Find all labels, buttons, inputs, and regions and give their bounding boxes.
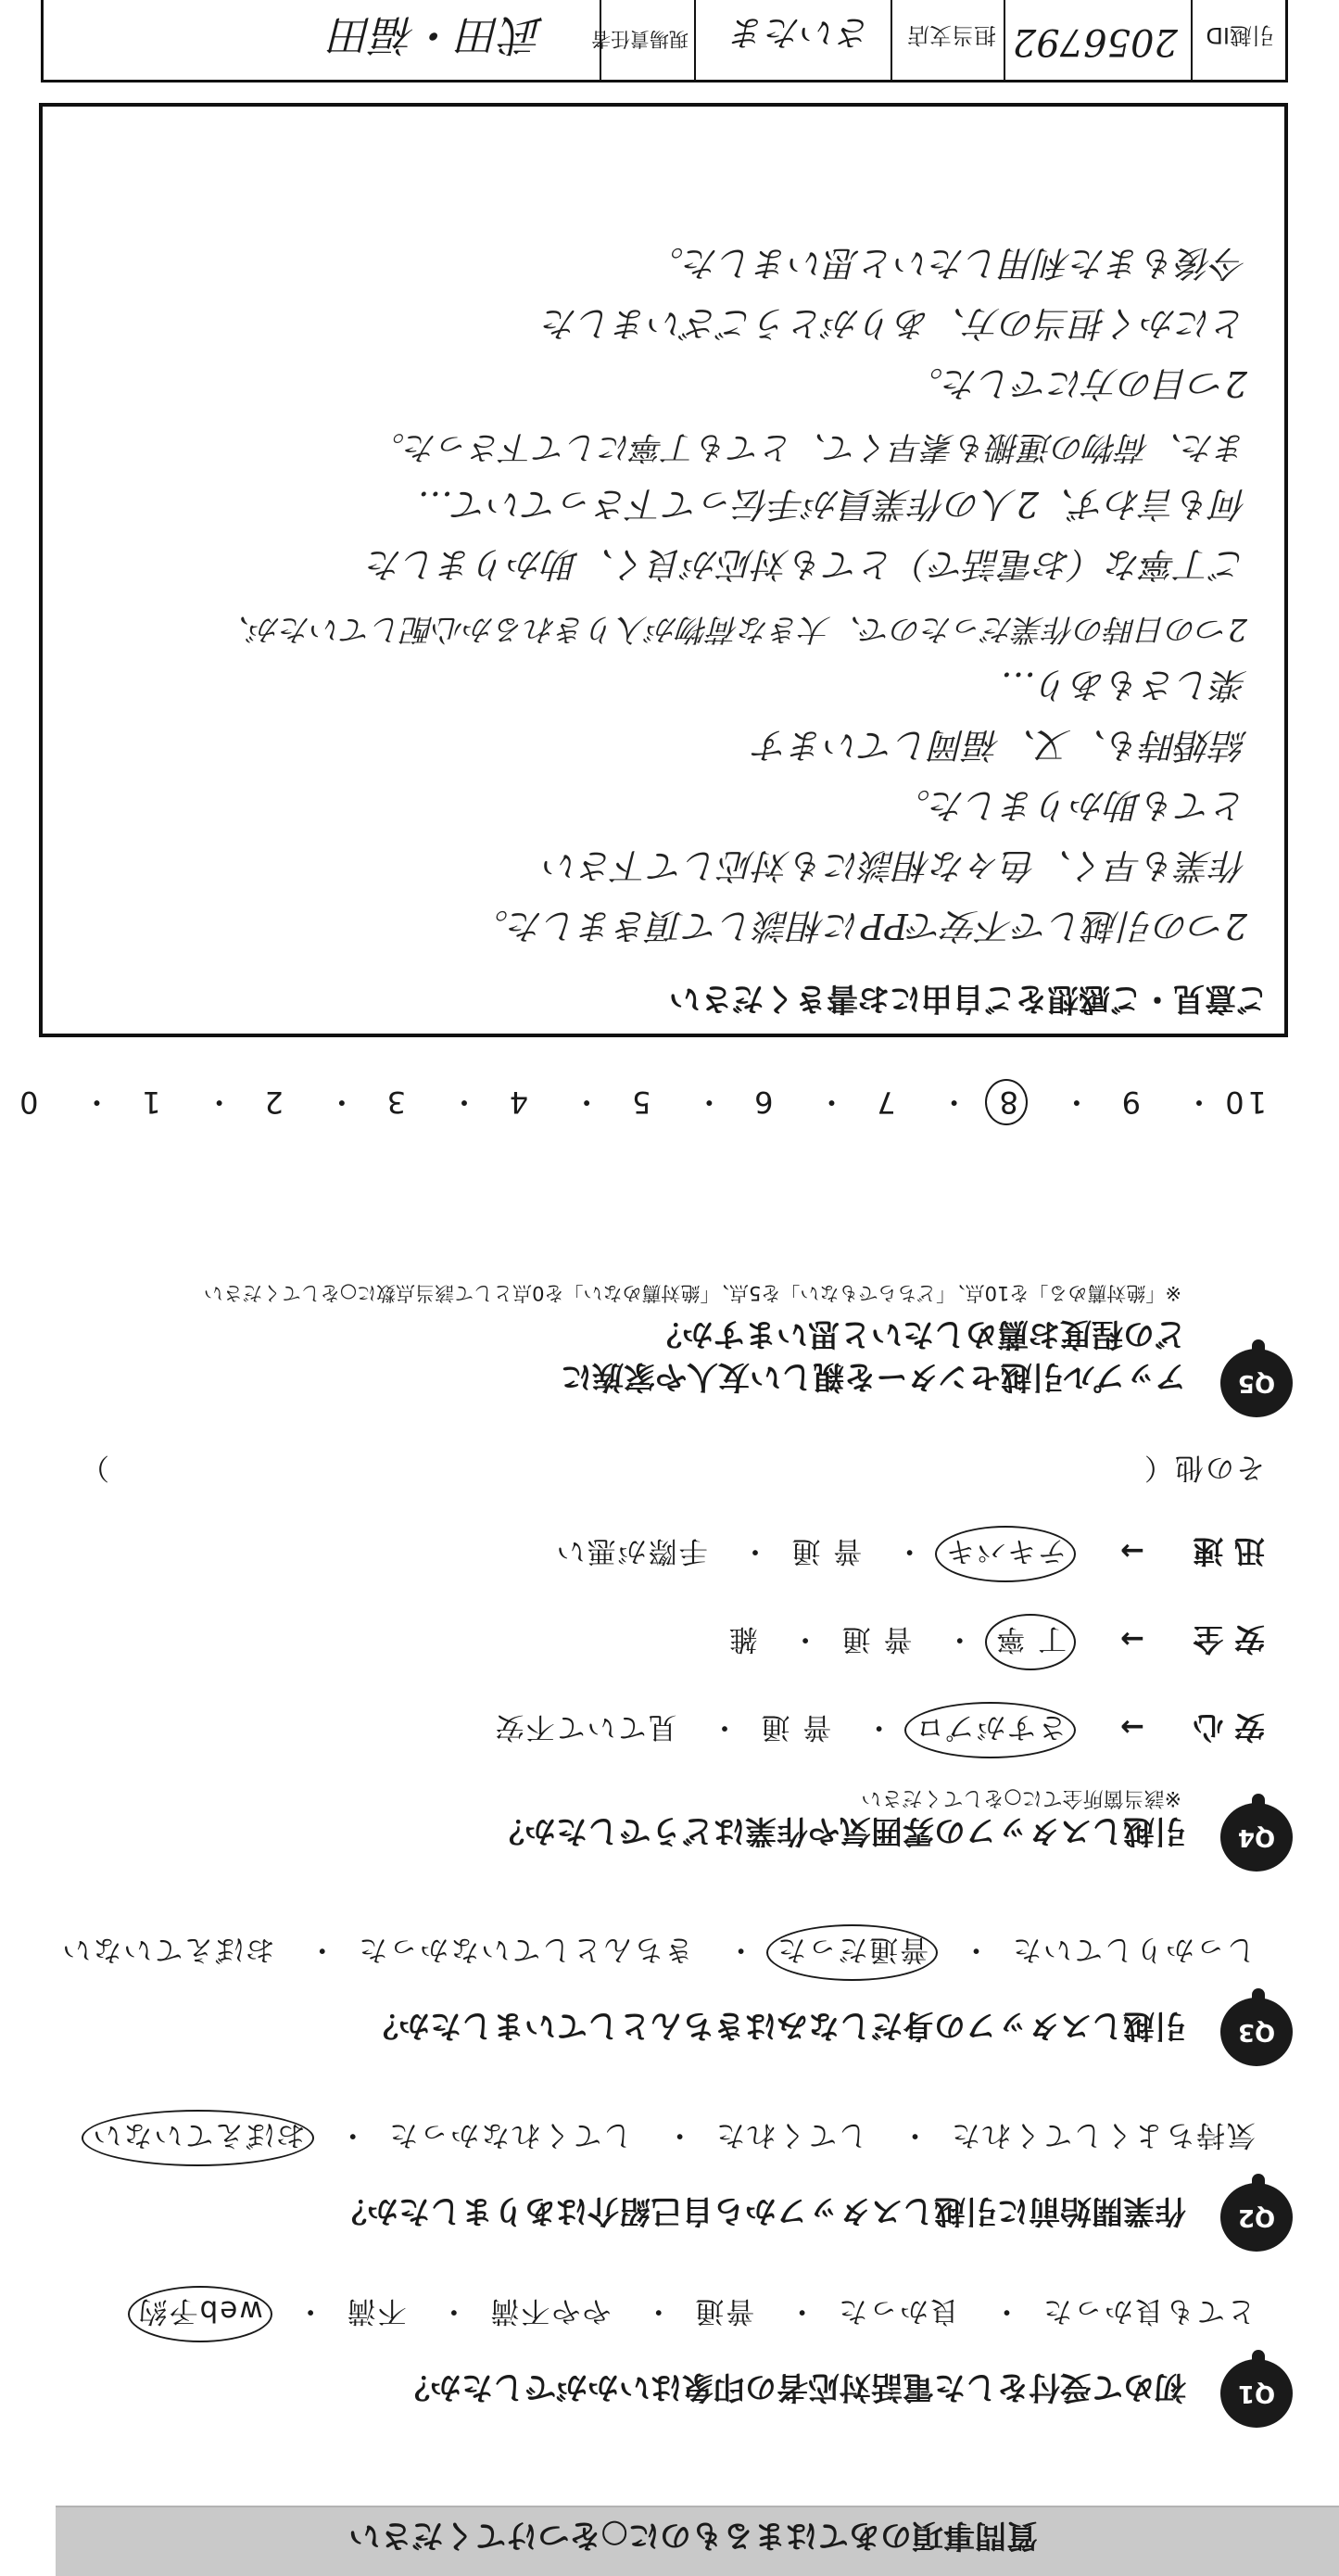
question-2 — [51, 2113, 1293, 2252]
comments-box — [39, 103, 1288, 1037]
q3-option-4[interactable]: おぼえていない — [60, 1933, 275, 1966]
q2-option-1[interactable]: 気持ちよくしてくれた — [950, 2118, 1256, 2151]
score-7[interactable]: 7 — [873, 1085, 896, 1120]
q4-row2-option-2[interactable]: 普 通 — [840, 1622, 913, 1656]
leader-label: 現場責任者 — [591, 28, 688, 50]
comment-line-10: 2つ目の方にでした。 — [907, 363, 1247, 404]
question-4 — [51, 1451, 1293, 1872]
q4-row1-label: 安 心 — [1193, 1709, 1265, 1745]
leader-value-cell — [44, 0, 600, 80]
q1-option-6[interactable]: web予約 — [137, 2293, 263, 2335]
instruction-band — [56, 2506, 1339, 2576]
q1-option-3[interactable]: 普通 — [693, 2294, 755, 2328]
score-4[interactable]: 4 — [505, 1085, 529, 1120]
instruction-text: 質問事項のあてはまるものに○をつけてください — [348, 2517, 1038, 2554]
q3-option-2[interactable]: 普通だった — [776, 1932, 928, 1973]
branch-label-cell — [891, 0, 1004, 80]
comment-line-11: とにかく担当の方、ありがとうございました — [542, 303, 1247, 344]
comment-line-7: ご丁寧な（お電話で）とても対応が良く、助かりました — [367, 544, 1247, 585]
q5-note: ※「絶対薦める」を10点、「どちらでもない」を5点、「絶対薦めない」を0点として該当点数に○をしてください — [203, 1282, 1181, 1304]
q1-option-1[interactable]: とても良かった — [1042, 2294, 1256, 2328]
q1-question: 初めて受付をした電話対応者の印象はいかがでしたか？ — [398, 2368, 1186, 2405]
q4-note: ※該当箇所全てに○をしてください — [861, 1786, 1181, 1809]
q4-row3-option-1[interactable]: テキパキ — [944, 1533, 1067, 1575]
move-id-label-cell — [1191, 0, 1285, 80]
comment-line-8: 何も言わず、2人の作業員が手伝って下さっていて… — [417, 484, 1247, 525]
comment-line-4: 結婚時も、又、福岡しています — [753, 725, 1247, 766]
score-5[interactable]: 5 — [627, 1085, 651, 1120]
score-0[interactable]: 0 — [16, 1085, 39, 1120]
q2-badge: Q2 — [1220, 2183, 1293, 2252]
q1-badge: Q1 — [1220, 2359, 1293, 2428]
comment-line-2: 作業も早く、色々な相談にも対応して下さい — [543, 845, 1247, 886]
q4-row3-options: → テキパキ・ 普 通・ 手際が悪い — [555, 1533, 1144, 1575]
q4-question: 引越しスタッフの雰囲気や作業はどうでしたか？ — [493, 1812, 1186, 1849]
comment-line-5: 楽しさもあり… — [1000, 665, 1247, 705]
score-3[interactable]: 3 — [383, 1085, 406, 1120]
branch-label: 担当支店 — [907, 22, 996, 48]
q4-row2-label: 安 全 — [1193, 1621, 1265, 1657]
score-1[interactable]: 1 — [138, 1085, 161, 1120]
q4-row1-option-3[interactable]: 見ていて不安 — [493, 1710, 677, 1744]
q1-option-4[interactable]: やや不満 — [488, 2294, 612, 2328]
q2-option-3[interactable]: してくれなかった — [387, 2118, 633, 2151]
score-6[interactable]: 6 — [751, 1085, 774, 1120]
q5-scale: 10・ 9・ 8・ 7・ 6・ 5・ 4・ 3・ 2・ 1・ 0 — [12, 1083, 1267, 1125]
q5-question-line1: アップル引越センターを親しい友人や家族に — [561, 1358, 1186, 1395]
leader-value: 武田・福田 — [331, 10, 544, 60]
q2-option-4[interactable]: おぼえていない — [91, 2117, 305, 2159]
branch-value: さいたま — [730, 12, 872, 53]
q4-row1-option-1[interactable]: さすがプロ — [914, 1709, 1067, 1751]
q5-question-line2: どの程度お薦めしたいと思いますか？ — [651, 1315, 1186, 1352]
q2-question: 作業開始前に引越しスタッフから自己紹介はありましたか？ — [335, 2192, 1186, 2229]
q3-question: 引越しスタッフの身だしなみはきちんとしていましたか？ — [367, 2007, 1186, 2044]
q3-badge: Q3 — [1220, 1998, 1293, 2066]
q4-badge: Q4 — [1220, 1803, 1293, 1872]
footer-table — [41, 0, 1288, 82]
score-9[interactable]: 9 — [1118, 1085, 1142, 1120]
q4-other — [60, 1450, 1265, 1491]
q2-option-2[interactable]: してくれた — [714, 2118, 868, 2151]
question-3 — [51, 1927, 1293, 2066]
q4-row2-option-1[interactable]: 丁 寧 — [994, 1621, 1067, 1663]
comment-line-12: 今後もまた利用したいと思いました。 — [648, 243, 1247, 284]
move-id-label: 引越ID — [1206, 22, 1274, 48]
branch-value-cell — [694, 0, 891, 80]
question-5 — [51, 1176, 1293, 1417]
q4-row3-option-2[interactable]: 普 通 — [790, 1534, 863, 1567]
q3-option-3[interactable]: きちんとしていなかった — [357, 1933, 694, 1966]
score-10[interactable]: 10 — [1221, 1085, 1267, 1120]
q3-option-1[interactable]: しっかりしていた — [1011, 1933, 1256, 1966]
q4-row2-option-3[interactable]: 雑 — [726, 1622, 758, 1656]
q3-options: しっかりしていた・ 普通だった・ きちんとしていなかった・ おぼえていない — [60, 1932, 1256, 1973]
q2-options: 気持ちよくしてくれた・ してくれた・ してくれなかった・ おぼえていない — [91, 2117, 1256, 2159]
q4-other-close: ） — [79, 1451, 109, 1484]
comment-line-3: とても助かりました。 — [894, 785, 1247, 826]
comment-line-1: 2つの引越しで不安でPPに相談して頂きました。 — [473, 906, 1247, 946]
comment-line-9: また、荷物の運搬も素早くて、とても丁寧にして下さった。 — [372, 428, 1247, 465]
leader-label-cell — [591, 0, 694, 80]
score-8[interactable]: 8 — [992, 1085, 1022, 1120]
q4-row2-options: → 丁 寧・ 普 通・ 雑 — [727, 1621, 1144, 1663]
comments-title: ご意見・ご感想をご自由にお書きください — [669, 980, 1268, 1017]
score-2[interactable]: 2 — [260, 1085, 284, 1120]
q1-option-2[interactable]: 良かった — [837, 2294, 960, 2328]
q4-row3-option-3[interactable]: 手際が悪い — [554, 1534, 708, 1567]
comment-line-6: 2つの日時の作業だったので、大きな荷物が入りきれるか心配していたが、 — [219, 612, 1247, 648]
q4-row3-label: 迅 速 — [1193, 1533, 1265, 1569]
move-id-value: 2056792 — [1012, 20, 1178, 63]
move-id-value-cell — [1004, 0, 1191, 80]
question-1 — [51, 2289, 1293, 2428]
q5-badge: Q5 — [1220, 1349, 1293, 1417]
q4-row1-options: → さすがプロ・ 普 通・ 見ていて不安 — [494, 1709, 1144, 1751]
q1-option-5[interactable]: 不満 — [345, 2294, 407, 2328]
q1-options: とても良かった・ 良かった・ 普通・ やや不満・ 不満・ web予約 — [137, 2293, 1256, 2335]
q4-row1-option-2[interactable]: 普 通 — [759, 1710, 832, 1744]
q4-other-label: その他（ — [1143, 1451, 1265, 1484]
